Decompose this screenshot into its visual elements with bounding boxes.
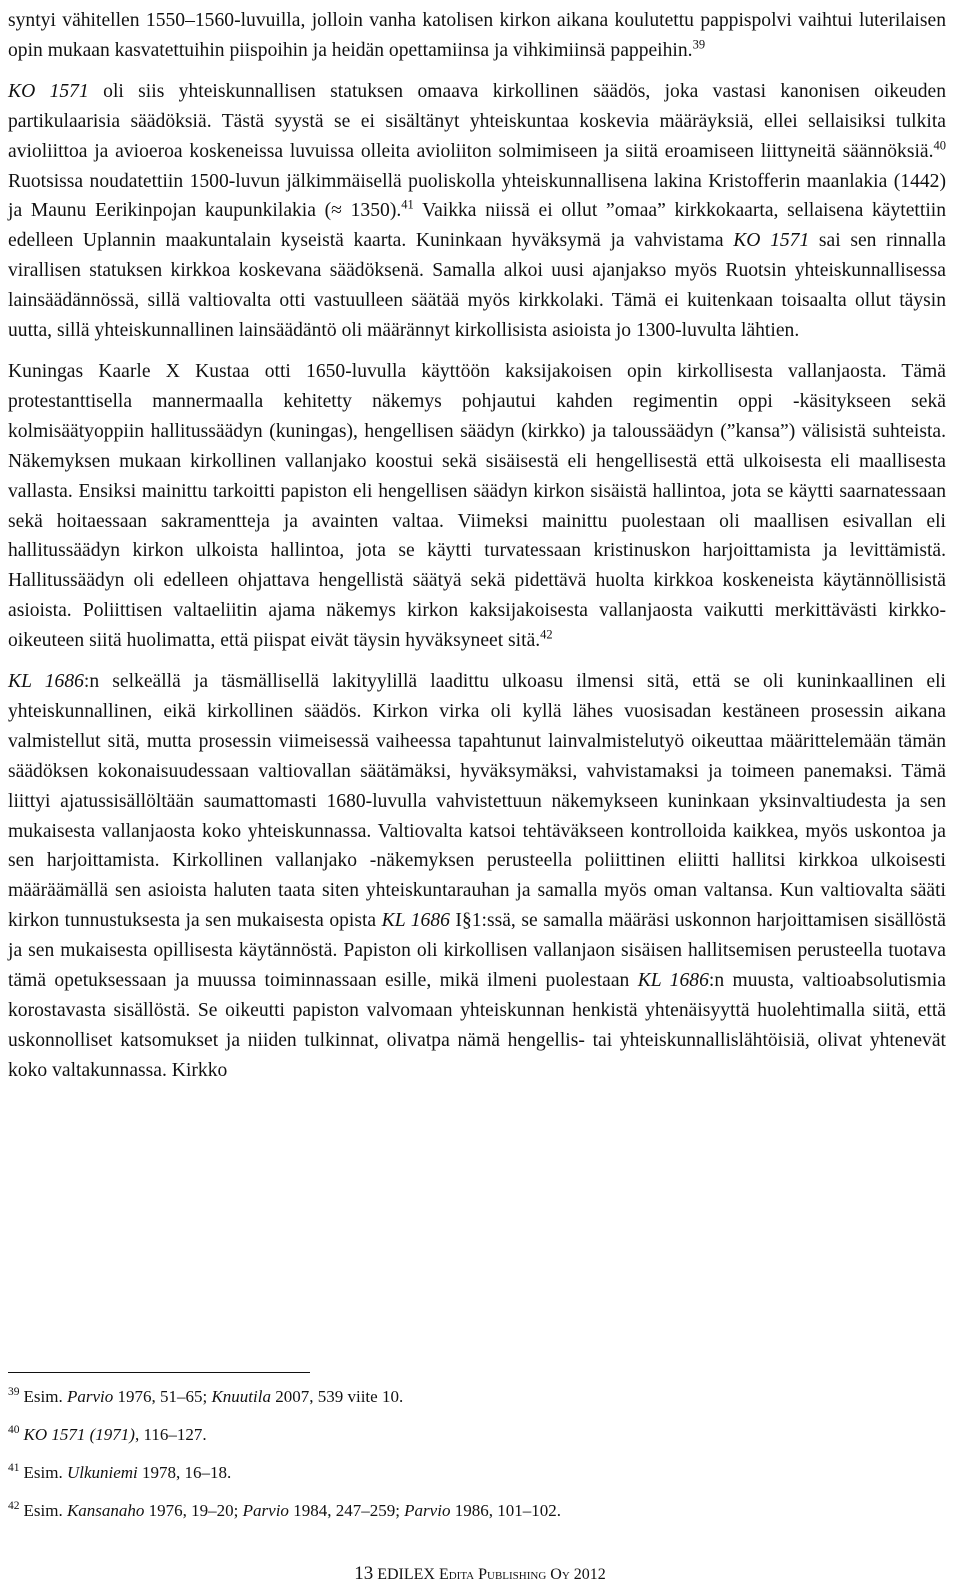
footnote-39: $^{39}$ Esim. Parvio 1976, 51–65; Knuutila 2007, 539 viite 10. — [8, 1386, 404, 1406]
paragraph-4: KL 1686:n selkeällä ja täsmällisellä lakityylillä laadittu ulkoasu ilmensi sitä, että se oli kuninkaallinen eli yhteiskunnallinen, eikä kirkollinen säädös. Kirkon virka oli kyllä lähes vuosisadan kestäneen prosessin aikana valmistellut sitä, mutta prosessin viimeisessä vaiheessa tapahtunut lainvalmistelutyö oikeuttaa määrittelemään tämän säädöksen kokonaisuudessaan valtiovallan säätämäksi, hyväksymäksi, vahvistamaksi ja toimeen panemaksi. Tämä liittyi ajatussisällöltään saumattomasti 1680-luvulla vahvistettuun näkemykseen kuninkaan yksinvaltiudesta ja sen mukaisesta vallanjaosta koko yhteiskunnassa. Valtiovalta katsoi tehtäväkseen kontrolloida kaikkea, myös uskontoa ja sen harjoittamista. Kirkollinen vallanjako -näkemyksen perusteella poliittinen eliitti hallitsi kirkkoa ulkoisesti määräämällä sen asioista haluten taata siten yhteiskuntarauhan ja samalla myös oman valtansa. Kun valtiovalta sääti kirkon tunnustuksesta ja sen mukaisesta opista KL 1686 I§1:ssä, se samalla määräsi uskonnon harjoittamisen sisällöstä ja sen mukaisesta opillisesta käytännöstä. Papiston oli kirkollisen vallanjaon sisäisen hallitsemisen perusteella tuotava tämä opetuksessaan ja muussa toiminnassaan esille, mikä ilmeni puolestaan KL 1686:n muusta, valtioabsolutismia korostavasta sisällöstä. Se oikeutti papiston valvomaan yhteiskunnan henkistä yhtenäisyyttä huolehtimalla siitä, että uskonnolliset katsomukset ja niiden tulkinnat, olivatpa nämä hengellis- tai yhteiskunnallislähtöisiä, olivat yhtenevät koko valtakunnassa. Kirkko — [8, 671, 947, 1081]
footnote-42: $^{42}$ Esim. Kansanaho 1976, 19–20; Parvio 1984, 247–259; Parvio 1986, 101–102. — [8, 1500, 561, 1520]
footnotes — [8, 1386, 561, 1538]
paragraph-1: syntyi vähitellen 1550–1560-luvuilla, jolloin vanha katolisen kirkon aikana koulutettu pappispolvi vaihtui luterilaisen opin mukaan kasvatettuihin piispoihin ja heidän opettamiinsa ja vihkimiinsä pappeihin.$^{39}$ — [8, 10, 946, 61]
footnote-ref-42[interactable]: 42 — [540, 627, 553, 642]
paragraph-3: Kuningas Kaarle X Kustaa otti 1650-luvulla käyttöön kaksijakoisen opin kirkollisesta vallanjaosta. Tämä protestanttisella mannermaalla kehitetty näkemys pohjautui kahden regimentin oppi -käsitykseen sekä kolmisäätyoppiin hallitussäädyn (kuningas), hengellisen säädyn (kirkko) ja taloussäädyn (”kansa”) välisistä suhteista. Näkemyksen mukaan kirkollinen vallanjako koostui sekä sisäisestä eli hengellisestä että ulkoisesta eli maallisesta vallasta. Ensiksi mainittu tarkoitti papiston eli hengellisen säädyn kirkon sisäistä hallintoa, jota se käytti saarnatessaan sekä hoitaessaan sakramentteja ja avainten valtaa. Viimeksi mainittu puolestaan oli maallisen esivallan eli hallitussäädyn kirkon ulkoista hallintoa, jota se käytti turvatessaan kristinuskon harjoittamista ja levittämistä. Hallitussäädyn oli edelleen ohjattava hengellistä säätyä sekä pidettävä huolta kirkkoa koskeneista käytännöllisistä asioista. Poliittisen valtaeliitin ajama näkemys kirkon kaksijakoisesta vallanjaosta vaikutti merkittävästi kirkko-oikeuteen siitä huolimatta, että piispat eivät täysin hyväksyneet sitä.$^{42}$ — [8, 360, 946, 652]
body-text — [8, 6, 946, 1086]
publisher-credit: EDILEX Edita Publishing Oy 2012 — [377, 1566, 606, 1583]
page-number: 13 — [354, 1563, 374, 1584]
page-footer — [0, 1564, 960, 1585]
paragraph-2: KO 1571 oli siis yhteiskunnallisen statuksen omaava kirkollinen säädös, joka vastasi kanonisen oikeuden partikulaarisia säädöksiä. Tästä syystä se ei sisältänyt yhteiskuntaa koskevia määräyksiä, ellei sellaisiksi tulkita avioliittoa ja avioeroa koskeneissa luvuissa olleita avioliiton solmimiseen ja siitä eroamiseen liittyneitä säännöksiä.$^{40}$ Ruotsissa noudatettiin 1500-luvun jälkimmäisellä puoliskolla yhteiskunnallisena lakina Kristofferin maanlakia (1442) ja Maunu Eerikinpojan kaupunkilakia (≈ 1350).$^{41}$ Vaikka niissä ei ollut ”omaa” kirkkokaarta, sellaisena käytettiin edelleen Uplannin maakuntalain kyseistä kaarta. Kuninkaan hyväksymä ja vahvistama KO 1571 sai sen rinnalla virallisen statuksen kirkkoa koskevana säädöksenä. Samalla alkoi uusi ajanjakso myös Ruotsin yhteiskunnallisessa lainsäädännössä, sillä valtiovalta otti vastuulleen säätää myös kirkkolaki. Tämä ei kuitenkaan toisaalta ollut täysin uutta, sillä yhteiskunnallinen lainsäädäntö oli määrännyt kirkollisista asioista jo 1300-luvulta lähtien. — [8, 80, 947, 342]
footnote-ref-39[interactable]: 39 — [692, 37, 706, 52]
footnote-ref-41[interactable]: 41 — [401, 197, 414, 212]
footnote-41: $^{41}$ Esim. Ulkuniemi 1978, 16–18. — [8, 1462, 232, 1482]
footnote-ref-40[interactable]: 40 — [933, 137, 946, 152]
footnote-40: $^{40}$ KO 1571 (1971), 116–127. — [8, 1424, 207, 1444]
footnote-divider — [8, 1372, 310, 1373]
